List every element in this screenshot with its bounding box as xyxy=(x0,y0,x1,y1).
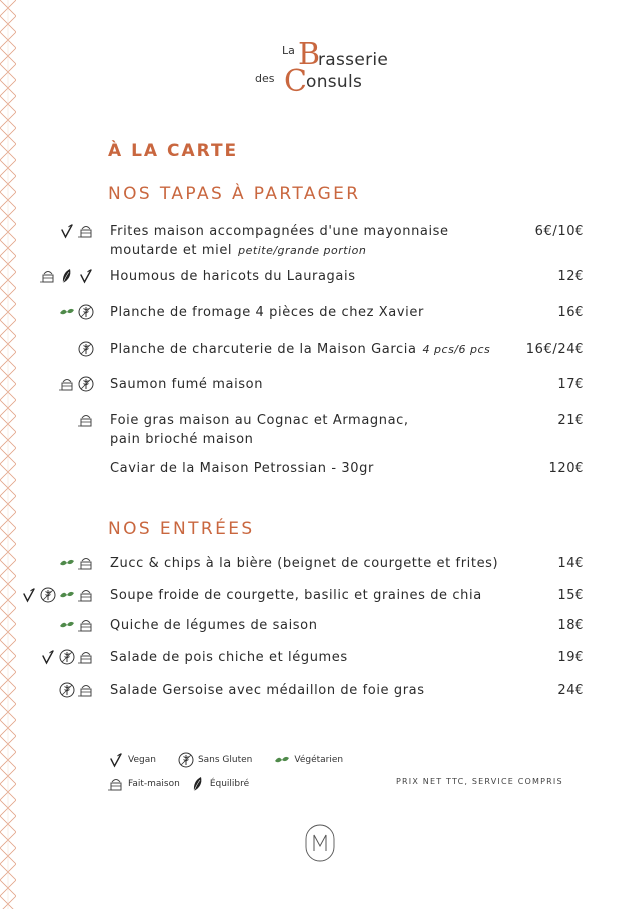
fait-maison-icon xyxy=(78,617,94,633)
vegan-icon xyxy=(59,223,75,239)
dish-name-text: Saumon fumé maison xyxy=(110,377,264,392)
vegan-icon xyxy=(40,649,56,665)
vegan-icon xyxy=(78,268,94,284)
lattice-border xyxy=(0,0,16,909)
sans-gluten-icon xyxy=(78,341,94,357)
dish-name xyxy=(110,586,482,605)
menu-item-icons xyxy=(78,411,94,429)
vegan-icon xyxy=(21,587,37,603)
dish-name xyxy=(110,616,318,635)
dish-name-text: Houmous de haricots du Lauragais xyxy=(110,269,356,284)
dish-price: 6€/10€ xyxy=(534,224,584,239)
legend-vegetarien: Végétarien xyxy=(294,755,344,765)
sans-gluten-icon xyxy=(78,376,94,392)
logo-des: des xyxy=(255,72,275,85)
dish-name xyxy=(110,340,490,359)
menu-item-icons xyxy=(40,648,94,666)
menu-item-icons xyxy=(21,586,94,604)
sans-gluten-icon xyxy=(59,682,75,698)
vegetarien-icon xyxy=(59,304,75,320)
logo xyxy=(250,30,410,100)
vegan-icon xyxy=(108,752,124,768)
fait-maison-icon xyxy=(78,682,94,698)
dish-name-text: Frites maison accompagnées d'une mayonnaise xyxy=(110,224,449,239)
dish-name-text: Quiche de légumes de saison xyxy=(110,618,318,633)
logo-c: C xyxy=(284,64,307,99)
fait-maison-icon xyxy=(78,412,94,428)
fait-maison-icon xyxy=(108,776,124,792)
dish-portion-note: 4 pcs/6 pcs xyxy=(422,343,491,356)
dish-name-text: Zucc & chips à la bière (beignet de courgette et frites) xyxy=(110,556,499,571)
menu-item-icons xyxy=(59,681,94,699)
dish-name xyxy=(110,648,348,667)
dish-price: 18€ xyxy=(557,618,584,633)
dish-name-text: Foie gras maison au Cognac et Armagnac, xyxy=(110,413,409,428)
sans-gluten-icon xyxy=(78,304,94,320)
dish-name-text: Salade de pois chiche et légumes xyxy=(110,650,348,665)
fait-maison-icon xyxy=(78,587,94,603)
dish-price: 15€ xyxy=(557,588,584,603)
equilibre-icon xyxy=(190,776,206,792)
dish-name xyxy=(110,303,424,322)
dish-name xyxy=(110,681,425,700)
dish-price: 16€ xyxy=(557,305,584,320)
menu-item-icons xyxy=(59,375,94,393)
dish-name-line2: moutarde et miel xyxy=(110,243,233,258)
dish-price: 12€ xyxy=(557,269,584,284)
vegetarien-icon xyxy=(59,555,75,571)
legend-fait-maison: Fait-maison xyxy=(128,779,180,789)
menu-item-icons xyxy=(59,554,94,572)
menu-item-icons xyxy=(59,616,94,634)
dish-name xyxy=(110,222,449,260)
dish-name-line2: pain brioché maison xyxy=(110,432,254,447)
dish-price: 16€/24€ xyxy=(525,342,584,357)
section-title-entrees: NOS ENTRÉES xyxy=(108,519,255,539)
legend-sans-gluten: Sans Gluten xyxy=(197,755,253,765)
equilibre-icon xyxy=(59,268,75,284)
menu-item-icons xyxy=(78,340,94,358)
fait-maison-icon xyxy=(78,649,94,665)
legend-vegan: Vegan xyxy=(128,755,156,765)
monogram-logo xyxy=(305,824,335,862)
dish-name xyxy=(110,375,263,394)
dish-price: 14€ xyxy=(557,556,584,571)
dish-price: 120€ xyxy=(548,461,584,476)
fait-maison-icon xyxy=(40,268,56,284)
sans-gluten-icon xyxy=(40,587,56,603)
fait-maison-icon xyxy=(78,555,94,571)
logo-la: La xyxy=(282,44,295,57)
fait-maison-icon xyxy=(78,223,94,239)
dish-name xyxy=(110,459,374,478)
dish-name-text: Caviar de la Maison Petrossian - 30gr xyxy=(110,461,374,476)
vegetarien-icon xyxy=(59,587,75,603)
logo-rasserie: rasserie xyxy=(318,50,389,70)
dish-portion-note: petite/grande portion xyxy=(238,244,367,257)
prix-note: PRIX NET TTC, SERVICE COMPRIS xyxy=(396,777,563,786)
vegetarien-icon xyxy=(59,617,75,633)
vegetarien-icon xyxy=(274,752,290,768)
sans-gluten-icon xyxy=(59,649,75,665)
dish-name-text: Planche de charcuterie de la Maison Garcia xyxy=(110,342,417,357)
section-title-tapas: NOS TAPAS À PARTAGER xyxy=(108,184,361,204)
dish-price: 17€ xyxy=(557,377,584,392)
dish-price: 21€ xyxy=(557,413,584,428)
dish-name xyxy=(110,411,409,449)
dish-name xyxy=(110,267,356,286)
dish-name xyxy=(110,554,498,573)
dish-name-text: Salade Gersoise avec médaillon de foie gras xyxy=(110,683,425,698)
dish-name-text: Planche de fromage 4 pièces de chez Xavier xyxy=(110,305,424,320)
sans-gluten-icon xyxy=(178,752,194,768)
logo-onsuls: onsuls xyxy=(306,72,363,92)
fait-maison-icon xyxy=(59,376,75,392)
menu-item-icons xyxy=(40,267,94,285)
legend-equilibre: Équilibré xyxy=(209,779,250,789)
menu-item-icons xyxy=(59,222,94,240)
logo-b: B xyxy=(298,37,321,72)
dish-price: 24€ xyxy=(557,683,584,698)
dish-name-text: Soupe froide de courgette, basilic et graines de chia xyxy=(110,588,482,603)
page-title: À LA CARTE xyxy=(108,141,239,161)
dish-price: 19€ xyxy=(557,650,584,665)
menu-item-icons xyxy=(59,303,94,321)
